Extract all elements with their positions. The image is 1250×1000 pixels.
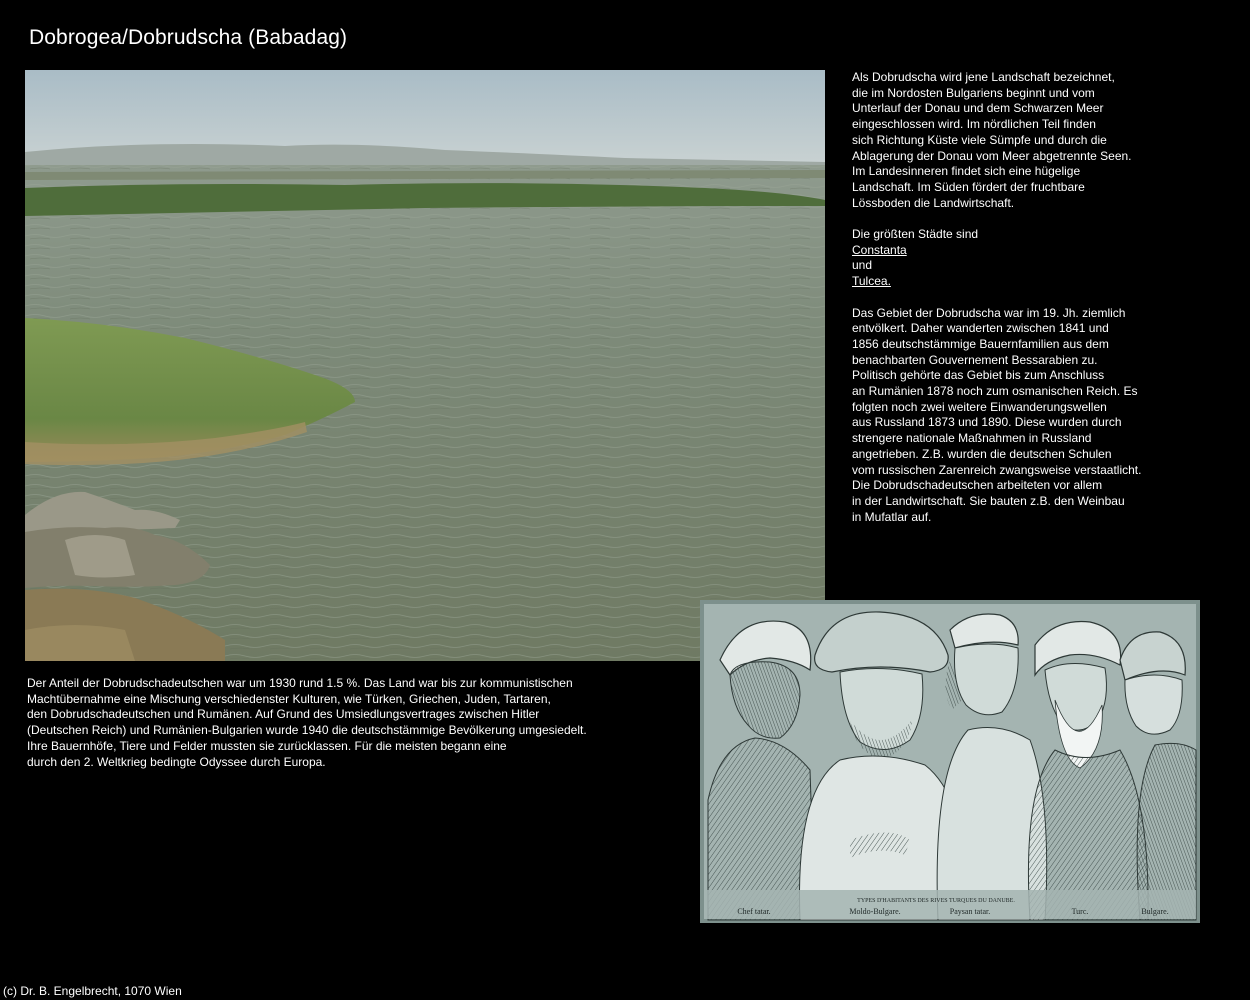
intro-line: die im Nordosten Bulgariens beginnt und vom — [852, 85, 1095, 100]
history-line: folgten noch zwei weitere Einwanderungswellen — [852, 399, 1107, 414]
constanta-link[interactable]: Constanta — [852, 242, 907, 257]
population-line: Machtübernahme eine Mischung verschiedenster Kulturen, wie Türken, Griechen, Juden, Tartaren, — [27, 691, 551, 706]
intro-line: Unterlauf der Donau und dem Schwarzen Meer — [852, 101, 1104, 116]
cities-and: und — [852, 258, 873, 273]
engraving-caption: TYPES D'HABITANTS DES RIVES TURQUES DU DANUBE. — [857, 898, 1015, 904]
history-line: benachbarten Gouvernement Bessarabien zu. — [852, 352, 1098, 367]
intro-line: Landschaft. Im Süden fördert der fruchtbare — [852, 179, 1085, 194]
intro-line: Ablagerung der Donau vom Meer abgetrennte Seen. — [852, 148, 1132, 163]
intro-line: eingeschlossen wird. Im nördlichen Teil finden — [852, 117, 1096, 132]
description-column — [852, 70, 1222, 525]
engraving-label: Paysan tatar. — [949, 907, 991, 916]
history-line: in der Landwirtschaft. Sie bauten z.B. den Weinbau — [852, 493, 1125, 508]
population-line: Der Anteil der Dobrudschadeutschen war um 1930 rund 1.5 %. Das Land war bis zur kommunistischen — [27, 676, 573, 690]
history-line: Die Dobrudschadeutschen arbeiteten vor allem — [852, 478, 1103, 493]
history-line: Das Gebiet der Dobrudscha war im 19. Jh. ziemlich — [852, 305, 1126, 320]
intro-line: Lössboden die Landwirtschaft. — [852, 195, 1015, 210]
lake-landscape-photo — [25, 70, 825, 661]
history-line: angetrieben. Z.B. wurden die deutschen Schulen — [852, 446, 1112, 461]
history-line: aus Russland 1873 und 1890. Diese wurden durch — [852, 415, 1122, 430]
history-line: 1856 deutschstämmige Bauernfamilien aus dem — [852, 336, 1109, 351]
population-line: Ihre Bauernhöfe, Tiere und Felder mussten sie zurücklassen. Für die meisten begann eine — [27, 738, 507, 753]
history-line: an Rumänien 1878 noch zum osmanischen Reich. Es — [852, 384, 1138, 399]
engraving-danube-inhabitants — [700, 600, 1200, 923]
engraving-label: Bulgare. — [1141, 907, 1169, 916]
history-line: strengere nationale Maßnahmen in Russland — [852, 431, 1092, 446]
history-line: vom russischen Zarenreich zwangsweise verstaatlicht. — [852, 462, 1142, 477]
history-line: in Mufatlar auf. — [852, 509, 932, 524]
population-text — [27, 676, 617, 770]
history-line: Politisch gehörte das Gebiet bis zum Anschluss — [852, 368, 1105, 383]
tulcea-link[interactable]: Tulcea. — [852, 274, 891, 289]
intro-line: Als Dobrudscha wird jene Landschaft bezeichnet, — [852, 70, 1115, 84]
engraving-label: Turc. — [1071, 907, 1089, 916]
intro-line: sich Richtung Küste viele Sümpfe und durch die — [852, 132, 1107, 147]
history-line: entvölkert. Daher wanderten zwischen 1841 und — [852, 321, 1109, 336]
population-line: (Deutschen Reich) und Rumänien-Bulgarien wurde 1940 die deutschstämmige Bevölkerung umgesiedelt. — [27, 723, 587, 738]
engraving-label: Chef tatar. — [737, 907, 771, 916]
engraving-label: Moldo-Bulgare. — [849, 907, 901, 916]
page-title: Dobrogea/Dobrudscha (Babadag) — [29, 26, 348, 49]
population-line: den Dobrudschadeutschen und Rumänen. Auf Grund des Umsiedlungsvertrages zwischen Hitler — [27, 707, 540, 722]
copyright-footer: (c) Dr. B. Engelbrecht, 1070 Wien — [3, 984, 182, 998]
intro-line: Im Landesinneren findet sich eine hügelige — [852, 164, 1081, 179]
population-line: durch den 2. Weltkrieg bedingte Odyssee durch Europa. — [27, 754, 326, 769]
cities-intro: Die größten Städte sind — [852, 227, 979, 242]
